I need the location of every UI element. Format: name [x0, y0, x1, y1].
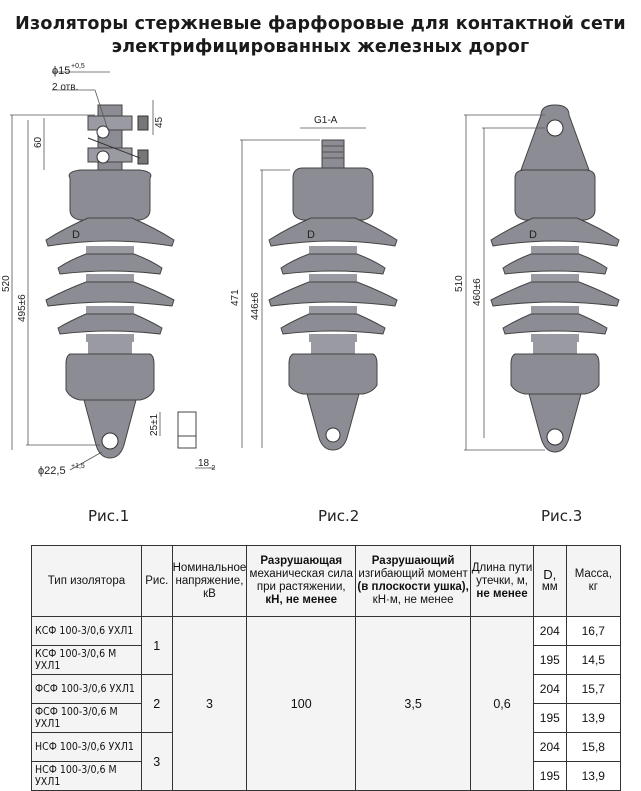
cell-bending: 3,5 — [356, 617, 471, 791]
caption-fig1: Рис.1 — [88, 507, 130, 525]
header-tensile-l1: Разрушающая — [260, 555, 343, 567]
table-header-row — [32, 546, 621, 617]
header-d — [534, 546, 567, 617]
fig3-shed-label: D — [529, 229, 537, 241]
header-bending-l4: кН·м, не менее — [372, 594, 454, 606]
cell-voltage: 3 — [172, 617, 247, 791]
header-bending-l3: (в плоскости ушка), — [357, 581, 469, 593]
row-name: КСФ 100-3/0,6 УХЛ1 — [32, 617, 142, 646]
row-d: 204 — [534, 733, 567, 762]
row-name: ФСФ 100-3/0,6 УХЛ1 — [32, 675, 142, 704]
fig1-dim-25: 25±1 — [149, 413, 160, 436]
insulator-drawings — [0, 60, 641, 505]
row-name: ФСФ 100-3/0,6 М УХЛ1 — [32, 704, 142, 733]
fig1-hole-dia: ϕ15 — [52, 65, 71, 77]
fig3-dim-460: 460±6 — [472, 278, 483, 306]
cell-tensile: 100 — [247, 617, 356, 791]
row-name: КСФ 100-3/0,6 М УХЛ1 — [32, 646, 142, 675]
row-d: 195 — [534, 704, 567, 733]
header-mass-l2: кг — [588, 581, 598, 593]
header-d-l1: D, — [543, 567, 557, 582]
insulator-fig2 — [269, 140, 397, 450]
header-leakage-l1: Длина пути — [471, 561, 533, 574]
row-fig: 3 — [141, 733, 172, 791]
header-tensile-l4: кН, не менее — [265, 594, 338, 606]
fig1-bottom-dia: ϕ22,5 — [38, 465, 66, 477]
row-fig: 1 — [141, 617, 172, 675]
table-row — [32, 617, 621, 646]
page-title-line-1: Изоляторы стержневые фарфоровые для контактной сети — [15, 14, 626, 34]
header-leakage-l2: утечки, м, — [476, 574, 528, 587]
fig1-hole-dia-tol: +0,5 — [71, 63, 85, 70]
row-d: 204 — [534, 617, 567, 646]
fig1-holes-count: 2 отв. — [52, 82, 79, 93]
header-d-l2: мм — [541, 581, 558, 593]
row-d: 204 — [534, 675, 567, 704]
row-d: 195 — [534, 762, 567, 791]
fig1-bottom-dia-tol: +1,5 — [71, 463, 85, 470]
header-bending-l1: Разрушающий — [371, 555, 455, 567]
header-voltage: Номинальное напряжение, кВ — [172, 546, 247, 617]
header-tensile-l3: при растяжении, — [256, 581, 346, 593]
spec-table — [31, 545, 621, 791]
fig2-thread: G1-A — [314, 115, 338, 126]
cell-leakage: 0,6 — [471, 617, 534, 791]
fig1-dim-520: 520 — [1, 275, 12, 292]
fig3-dim-510: 510 — [454, 275, 465, 292]
fig2-dim-471: 471 — [230, 289, 241, 306]
header-mass-l1: Масса, — [574, 568, 612, 580]
row-mass: 16,7 — [566, 617, 620, 646]
header-leakage — [471, 546, 534, 617]
row-fig: 2 — [141, 675, 172, 733]
header-leakage-l3: не менее — [476, 587, 528, 600]
fig1-dim-18: 18 — [198, 458, 210, 469]
insulator-fig3 — [491, 105, 619, 452]
fig1-dim-45: 45 — [154, 116, 165, 128]
row-d: 195 — [534, 646, 567, 675]
row-mass: 15,7 — [566, 675, 620, 704]
row-name: НСФ 100-3/0,6 М УХЛ1 — [32, 762, 142, 791]
fig1-dim-18-tol: -2 — [209, 465, 216, 472]
header-mass — [566, 546, 620, 617]
page-title-line-2: электрифицированных железных дорог — [111, 37, 530, 57]
header-type: Тип изолятора — [32, 546, 142, 617]
fig2-shed-label: D — [307, 229, 315, 241]
row-mass: 14,5 — [566, 646, 620, 675]
caption-fig3: Рис.3 — [541, 507, 583, 525]
fig1-shed-label: D — [72, 229, 80, 241]
fig1-dim-60: 60 — [33, 136, 44, 148]
header-tensile-l2: механическая сила — [249, 568, 353, 580]
header-fig: Рис. — [141, 546, 172, 617]
row-mass: 15,8 — [566, 733, 620, 762]
header-bending — [356, 546, 471, 617]
fig2-dim-446: 446±6 — [250, 292, 261, 320]
fig1-dim-495: 495±6 — [17, 294, 28, 322]
header-tensile — [247, 546, 356, 617]
row-name: НСФ 100-3/0,6 УХЛ1 — [32, 733, 142, 762]
row-mass: 13,9 — [566, 704, 620, 733]
insulator-fig1 — [46, 105, 174, 458]
header-bending-l2: изгибающий момент — [358, 568, 468, 580]
row-mass: 13,9 — [566, 762, 620, 791]
caption-fig2: Рис.2 — [318, 507, 360, 525]
